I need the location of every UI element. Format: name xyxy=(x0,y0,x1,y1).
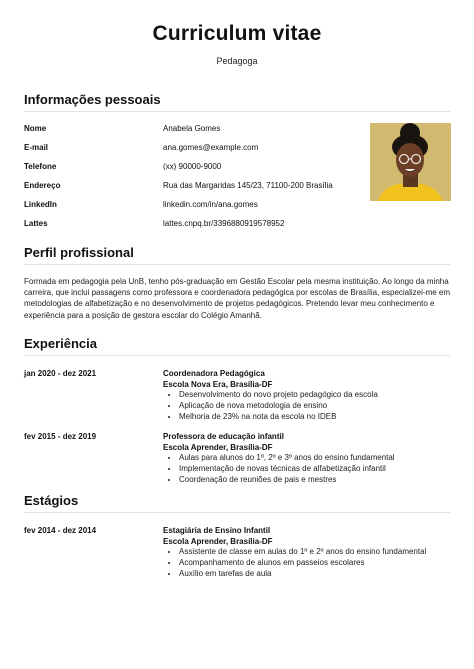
list-item: • Melhoria de 23% na nota da escola no IDEB xyxy=(179,412,378,423)
section-title-personal: Informações pessoais xyxy=(24,92,161,107)
list-item: • Aulas para alunos do 1º, 2º e 3º anos do ensino fundamental xyxy=(179,453,395,464)
internship-responsibilities xyxy=(163,547,426,579)
info-label-email: E-mail xyxy=(24,143,49,152)
info-label-address: Endereço xyxy=(24,181,61,190)
job-title: Coordenadora Pedagógica xyxy=(163,369,265,378)
list-item: • Coordenação de reuniões de pais e mestres xyxy=(179,475,395,486)
list-item: • Desenvolvimento do novo projeto pedagógico da escola xyxy=(179,390,378,401)
section-rule xyxy=(24,111,450,112)
job-dates: fev 2015 - dez 2019 xyxy=(24,432,97,441)
job-responsibilities xyxy=(163,453,395,485)
info-label-linkedin: LinkedIn xyxy=(24,200,57,209)
list-item: • Auxílio em tarefas de aula xyxy=(179,569,426,580)
info-value-name: Anabela Gomes xyxy=(163,124,221,133)
section-title-internships: Estágios xyxy=(24,493,79,508)
section-title-profile: Perfil profissional xyxy=(24,245,134,260)
internship-employer: Escola Aprender, Brasília-DF xyxy=(163,537,273,546)
internship-dates: fev 2014 - dez 2014 xyxy=(24,526,97,535)
document-subtitle: Pedagoga xyxy=(216,56,258,66)
document-title: Curriculum vitae xyxy=(152,22,322,45)
list-item: • Assistente de classe em aulas do 1º e 2º anos do ensino fundamental xyxy=(179,547,426,558)
section-rule xyxy=(24,355,450,356)
section-title-experience: Experiência xyxy=(24,336,97,351)
info-value-phone: (xx) 90000-9000 xyxy=(163,162,222,171)
info-value-lattes: lattes.cnpq.br/3396880919578952 xyxy=(163,219,285,228)
info-value-email: ana.gomes@example.com xyxy=(163,143,259,152)
job-responsibilities xyxy=(163,390,378,422)
job-title: Professora de educação infantil xyxy=(163,432,284,441)
info-value-linkedin: linkedin.com/in/ana.gomes xyxy=(163,200,258,209)
section-rule xyxy=(24,512,450,513)
job-employer: Escola Aprender, Brasília-DF xyxy=(163,443,273,452)
profile-photo xyxy=(370,123,451,201)
info-value-address: Rua das Margaridas 145/23, 71100-200 Brasília xyxy=(163,181,333,190)
job-dates: jan 2020 - dez 2021 xyxy=(24,369,97,378)
list-item: • Aplicação de nova metodologia de ensino xyxy=(179,401,378,412)
section-rule xyxy=(24,264,450,265)
list-item: • Implementação de novas técnicas de alfabetização infantil xyxy=(179,464,395,475)
job-employer: Escola Nova Era, Brasília-DF xyxy=(163,380,273,389)
info-label-phone: Telefone xyxy=(24,162,57,171)
internship-title: Estagiária de Ensino Infantil xyxy=(163,526,271,535)
profile-summary: Formada em pedagogia pela UnB, tenho pós-graduação em Gestão Escolar pela mesma instituição. Ao longo da minha carreira, que inclui passagens como professora e coordenadora pedagógica por escolas de Brasília, especializei-me em metodologias de alfabetização e no desenvolvimento de projetos pedagógicos. Pretendo levar meu conhecimento e experiência para a posição de gestora escolar do Colégio Amanhã. xyxy=(24,277,451,320)
list-item: • Acompanhamento de alunos em passeios escolares xyxy=(179,558,426,569)
info-label-lattes: Lattes xyxy=(24,219,48,228)
info-label-name: Nome xyxy=(24,124,47,133)
